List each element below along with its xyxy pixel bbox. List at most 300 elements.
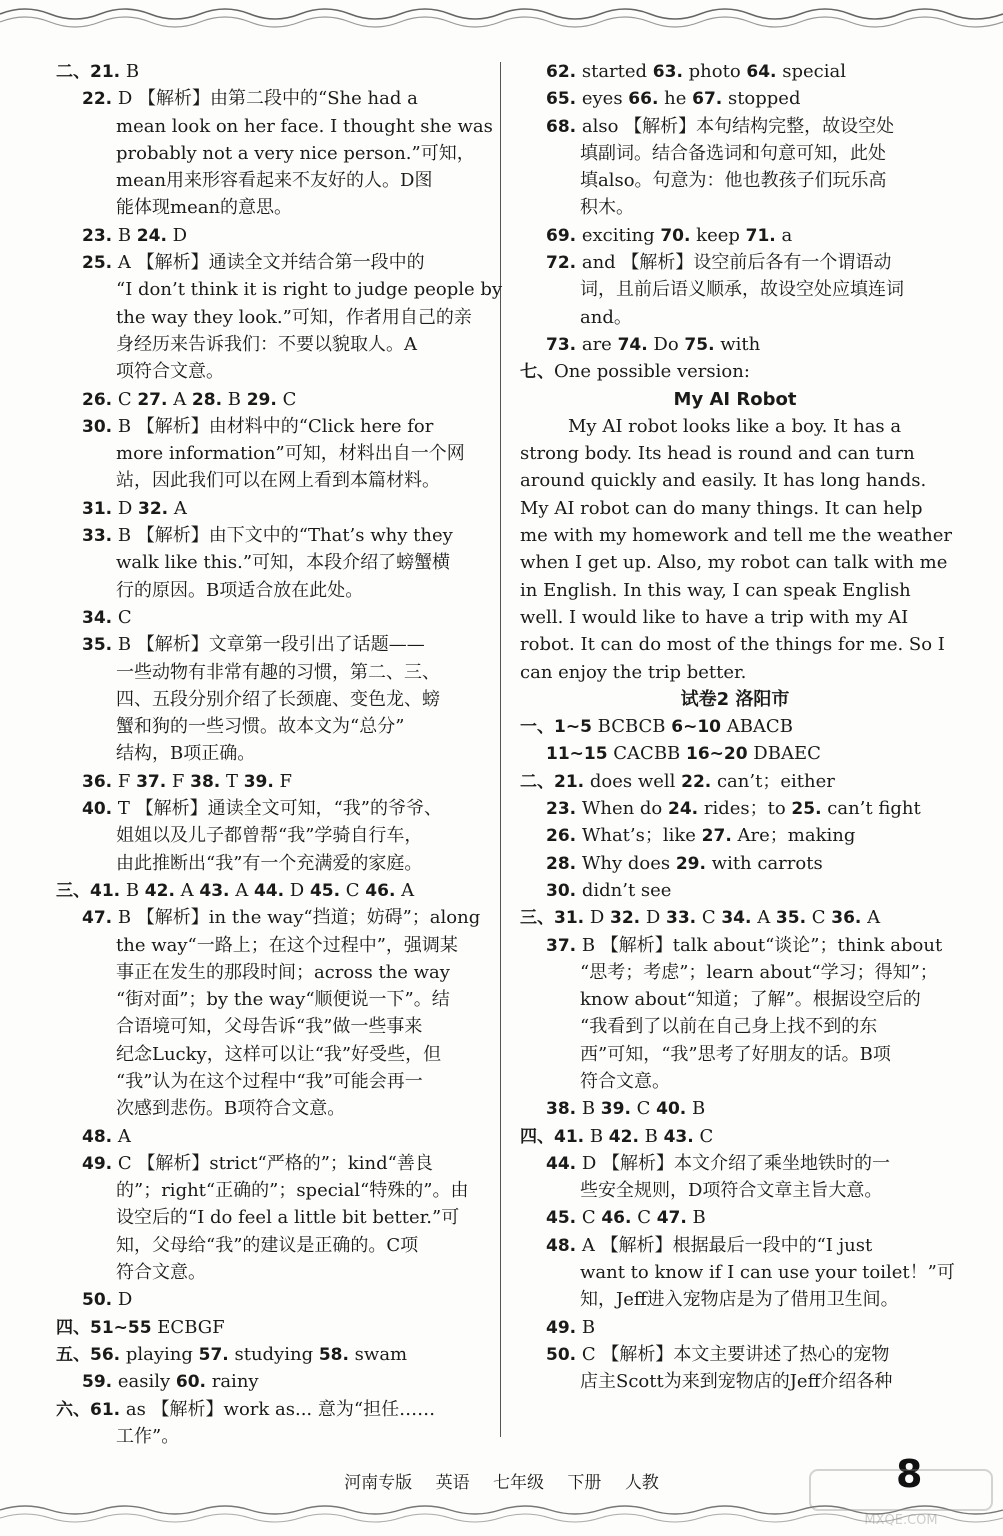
line-text: 行的原因。B项适合放在此处。	[116, 579, 364, 601]
question-number: 31.	[554, 908, 585, 929]
answer-text: D	[166, 224, 188, 246]
question-number: 39.	[243, 771, 274, 792]
answer-text: and 【解析】设空前后各有一个谓语动	[576, 252, 892, 274]
line-text: 积木。	[580, 197, 634, 219]
question-number: 24.	[668, 799, 699, 820]
line-text: 词，且前后语义顺承，故设空处应填连词	[580, 279, 904, 301]
line-text: 工作”。	[116, 1425, 180, 1447]
question-number: 26.	[546, 826, 577, 847]
line-text: well. I would like to have a trip with my AI	[520, 606, 909, 628]
question-number: 44.	[546, 1153, 577, 1174]
answer-line	[56, 1068, 478, 1095]
line-text: around quickly and easily. It has long hands.	[520, 470, 927, 492]
question-number: 58.	[318, 1344, 349, 1365]
answer-line	[520, 249, 950, 276]
answer-text: F	[166, 770, 191, 792]
answer-text: C	[696, 907, 722, 929]
question-number: 25.	[82, 253, 113, 274]
answer-text: C	[630, 1098, 657, 1120]
question-number: 16~20	[686, 744, 748, 765]
answer-line	[520, 1341, 950, 1368]
answer-line	[56, 904, 481, 931]
answer-line	[520, 904, 950, 931]
answer-text: a	[775, 224, 793, 246]
answer-text: ECBGF	[151, 1316, 225, 1338]
line-text: 符合文意。	[116, 1262, 206, 1284]
answer-line	[56, 1232, 478, 1259]
answer-text: can’t fight	[821, 798, 921, 820]
right-answer-column	[520, 58, 955, 1396]
answer-line	[520, 386, 950, 413]
question-number: 71.	[745, 225, 776, 246]
answer-text: swam	[348, 1343, 408, 1365]
answer-line	[520, 1068, 950, 1095]
line-text: 事正在发生的那段时间；across the way	[116, 961, 450, 983]
question-number: 37.	[136, 771, 167, 792]
answer-line	[520, 1314, 950, 1341]
answer-line	[520, 522, 950, 549]
answer-line	[56, 1095, 478, 1122]
question-number: 57.	[198, 1344, 229, 1365]
section-marker: 六、	[56, 1399, 90, 1420]
answer-text: A	[112, 1125, 131, 1147]
answer-text: B 【解析】in the way“挡道；妨碍”；along	[112, 907, 481, 929]
question-number: 68.	[546, 116, 577, 137]
answer-text: D	[584, 907, 610, 929]
answer-text: keep	[690, 224, 746, 246]
line-text: 合语境可知，父母告诉“我”做一些事来	[116, 1016, 423, 1038]
answer-line	[520, 140, 950, 167]
answer-line	[520, 331, 950, 358]
answer-line	[56, 276, 503, 303]
answer-text: with	[714, 333, 761, 355]
answer-text: D	[112, 497, 138, 519]
line-text: can enjoy the trip better.	[520, 661, 747, 683]
question-number: 21.	[90, 62, 121, 82]
answer-line	[56, 986, 478, 1013]
answer-line	[56, 358, 478, 385]
line-text: 一些动物有非常有趣的习惯，第二、三、	[116, 661, 440, 683]
line-text: My AI robot can do many things. It can help	[520, 497, 923, 519]
answer-line	[56, 822, 478, 849]
question-number: 40.	[656, 1099, 687, 1120]
answer-line	[56, 522, 478, 549]
question-number: 33.	[82, 526, 113, 547]
answer-line	[520, 932, 950, 959]
line-text: want to know if I can use your toilet！”可	[580, 1262, 955, 1284]
answer-line	[520, 276, 950, 303]
answer-text: A	[861, 907, 881, 929]
answer-line	[520, 1177, 950, 1204]
answer-text: ABACB	[720, 716, 793, 738]
line-text: “我看到了以前在自己身上找不到的东	[580, 1016, 878, 1038]
line-text: “思考；考虑”；learn about“学习；得知”；	[580, 961, 938, 983]
answer-line	[56, 850, 478, 877]
line-text: 试卷2 洛阳市	[680, 688, 790, 710]
answer-line	[56, 1341, 478, 1368]
question-number: 51~55	[90, 1317, 152, 1338]
answer-text: F	[273, 770, 293, 792]
question-number: 47.	[656, 1208, 687, 1229]
answer-line	[520, 795, 950, 822]
line-text: 纪念Lucky，这样可以让“我”好受些，但	[116, 1043, 442, 1065]
question-number: 27.	[137, 389, 168, 410]
question-number: 63.	[652, 62, 683, 82]
answer-text: B 【解析】由材料中的“Click here for	[112, 415, 434, 437]
question-number: 50.	[82, 1290, 113, 1311]
answer-text: B	[576, 1316, 596, 1338]
left-answer-column	[56, 58, 503, 1450]
line-text: when I get up. Also, my robot can talk with me	[520, 552, 948, 574]
question-number: 25.	[791, 799, 822, 820]
line-text: 次感到悲伤。B项符合文意。	[116, 1098, 346, 1120]
line-text: “我”认为在这个过程中“我”可能会再一	[116, 1070, 423, 1092]
line-text: 身经历来告诉我们：不要以貌取人。A	[116, 333, 417, 355]
answer-line	[520, 1259, 955, 1286]
question-number: 21.	[554, 771, 585, 792]
section-marker: 一、	[520, 717, 554, 738]
answer-line	[56, 1013, 478, 1040]
answer-line	[520, 358, 950, 385]
answer-text: C	[806, 907, 832, 929]
answer-text: studying	[228, 1343, 319, 1365]
answer-line	[520, 440, 950, 467]
line-text: 蟹和狗的一些习惯。故本文为“总分”	[116, 716, 405, 738]
answer-text: One possible version:	[554, 361, 750, 383]
question-number: 30.	[82, 416, 113, 437]
answer-line	[56, 413, 478, 440]
line-text: 结构，B项正确。	[116, 743, 256, 765]
question-number: 29.	[246, 389, 277, 410]
question-number: 49.	[546, 1317, 577, 1338]
answer-line	[56, 795, 478, 822]
question-number: 67.	[692, 89, 723, 110]
answer-line	[520, 1041, 950, 1068]
section-marker: 四、	[56, 1317, 90, 1338]
answer-line	[56, 304, 478, 331]
answer-line	[56, 713, 478, 740]
answer-line	[520, 1095, 950, 1122]
line-text: 能体现mean的意思。	[116, 197, 293, 219]
line-text: 设空后的“I do feel a little bit better.”可	[116, 1207, 460, 1229]
question-number: 26.	[82, 389, 113, 410]
answer-text: easily	[112, 1371, 176, 1393]
line-text: 项符合文意。	[116, 361, 224, 383]
answer-text: A	[229, 879, 254, 901]
answer-text: A 【解析】通读全文并结合第一段中的	[112, 252, 425, 274]
answer-text: stopped	[722, 88, 801, 110]
answer-text: A	[168, 497, 187, 519]
answer-line	[56, 604, 478, 631]
answer-line	[56, 194, 478, 221]
answer-text: C	[576, 1207, 602, 1229]
watermark-logo	[806, 1466, 996, 1528]
answer-line	[56, 932, 478, 959]
answer-line	[56, 1041, 478, 1068]
answer-line	[56, 1368, 478, 1395]
question-number: 39.	[600, 1099, 631, 1120]
question-number: 35.	[82, 635, 113, 656]
answer-line	[520, 1013, 950, 1040]
answer-line	[56, 549, 478, 576]
answer-line	[56, 1314, 478, 1341]
answer-line	[56, 1150, 478, 1177]
answer-text: eyes	[576, 88, 629, 110]
answer-line	[56, 1123, 478, 1150]
question-number: 37.	[546, 935, 577, 956]
answer-line	[520, 986, 950, 1013]
answer-text: B	[222, 388, 247, 410]
answer-text: B	[686, 1207, 706, 1229]
answer-text: B 【解析】文章第一段引出了话题——	[112, 634, 425, 656]
question-number: 48.	[82, 1126, 113, 1147]
column-divider	[500, 62, 501, 1437]
answer-line	[56, 1423, 478, 1450]
question-number: 70.	[660, 225, 691, 246]
line-text: in English. In this way, I can speak English	[520, 579, 911, 601]
answer-line	[520, 713, 950, 740]
answer-line	[56, 113, 493, 140]
question-number: 59.	[82, 1372, 113, 1393]
answer-line	[56, 85, 478, 112]
question-number: 74.	[617, 334, 648, 355]
answer-text: C 【解析】本文主要讲述了热心的宠物	[576, 1343, 890, 1365]
answer-text: also 【解析】本句结构完整，故设空处	[576, 115, 895, 137]
answer-line	[520, 58, 950, 85]
answer-text: as 【解析】work as... 意为“担任……	[120, 1398, 436, 1420]
answer-text: C	[340, 879, 366, 901]
answer-line	[520, 1368, 950, 1395]
top-border-decoration	[0, 0, 1003, 34]
answer-line	[520, 304, 950, 331]
answer-text: can’t；either	[711, 770, 835, 792]
answer-line	[56, 167, 478, 194]
question-number: 33.	[666, 908, 697, 929]
answer-text: started	[576, 61, 653, 82]
answer-text: playing	[120, 1343, 199, 1365]
line-text: mean用来形容看起来不友好的人。D图	[116, 170, 433, 192]
line-text: 填副词。结合备选词和句意可知，此处	[580, 142, 886, 164]
answer-line	[520, 1123, 950, 1150]
answer-line	[56, 140, 478, 167]
answer-text: didn’t see	[576, 879, 672, 901]
question-number: 24.	[136, 225, 167, 246]
answer-text: Do	[647, 333, 685, 355]
watermark-text: MXQE.COM	[864, 1513, 938, 1528]
answer-text: A	[167, 388, 192, 410]
answer-text: BCBCB	[591, 716, 672, 738]
question-number: 22.	[681, 771, 712, 792]
line-text: know about“知道；了解”。根据设空后的	[580, 989, 921, 1011]
question-number: 43.	[663, 1126, 694, 1147]
answer-text: exciting	[576, 224, 661, 246]
answer-text: with carrots	[705, 852, 823, 874]
line-text: 的”；right“正确的”；special“特殊的”。由	[116, 1180, 469, 1202]
line-text: 填also。句意为：他也教孩子们玩乐高	[580, 170, 887, 192]
line-text: the way they look.”可知，作者用自己的亲	[116, 306, 472, 328]
line-text: My AI Robot	[673, 388, 797, 410]
answer-line	[56, 768, 478, 795]
answer-line	[56, 331, 478, 358]
question-number: 23.	[82, 225, 113, 246]
answer-line	[56, 959, 478, 986]
answer-text: C	[112, 388, 138, 410]
answer-line	[520, 1150, 950, 1177]
answer-line	[520, 659, 950, 686]
answer-text: B	[120, 61, 140, 82]
answer-line	[56, 1177, 478, 1204]
question-number: 45.	[546, 1208, 577, 1229]
question-number: 30.	[546, 880, 577, 901]
footer-subject: 英语	[435, 1473, 470, 1493]
answer-text: are	[576, 333, 618, 355]
question-number: 72.	[546, 253, 577, 274]
line-text: strong body. Its head is round and can turn	[520, 443, 915, 465]
answer-line	[56, 877, 478, 904]
question-number: 29.	[675, 853, 706, 874]
answer-text: CACBB	[607, 743, 687, 765]
section-marker: 四、	[520, 1126, 554, 1147]
answer-line	[520, 631, 950, 658]
answer-text: DBAEC	[747, 743, 821, 765]
question-number: 42.	[144, 880, 175, 901]
answer-line	[56, 249, 478, 276]
answer-text: F	[112, 770, 137, 792]
answer-text: A	[174, 879, 200, 901]
line-text: probably not a very nice person.”可知，	[116, 142, 475, 164]
question-number: 47.	[82, 908, 113, 929]
answer-line	[56, 386, 478, 413]
footer-publisher: 人教	[624, 1473, 659, 1493]
answer-line	[520, 549, 950, 576]
section-marker: 七、	[520, 362, 554, 383]
answer-line	[56, 740, 478, 767]
question-number: 48.	[546, 1235, 577, 1256]
line-text: 知，父母给“我”的建议是正确的。C项	[116, 1234, 419, 1256]
answer-line	[56, 659, 478, 686]
line-text: “街对面”；by the way“顺便说一下”。结	[116, 989, 450, 1011]
answer-line	[520, 85, 950, 112]
page-number: 8	[896, 1452, 923, 1496]
answer-text: A 【解析】根据最后一段中的“I just	[576, 1234, 873, 1256]
answer-line	[520, 1204, 950, 1231]
answer-text: D 【解析】由第二段中的“She had a	[112, 88, 418, 110]
question-number: 44.	[253, 880, 285, 901]
answer-line	[520, 222, 950, 249]
answer-text: D	[112, 1289, 133, 1311]
section-marker: 三、	[56, 880, 90, 901]
answer-text: D	[284, 879, 310, 901]
question-number: 46.	[365, 880, 396, 901]
answer-text: C	[693, 1125, 714, 1147]
answer-line	[520, 167, 950, 194]
answer-line	[56, 467, 478, 494]
question-number: 40.	[82, 799, 113, 820]
question-number: 60.	[175, 1372, 206, 1393]
question-number: 42.	[608, 1126, 639, 1147]
answer-line	[56, 1286, 478, 1313]
question-number: 38.	[190, 771, 221, 792]
question-number: 27.	[701, 826, 732, 847]
question-number: 28.	[191, 389, 223, 410]
section-marker: 二、	[520, 771, 554, 792]
line-text: 四、五段分别介绍了长颈鹿、变色龙、螃	[116, 688, 440, 710]
section-marker: 三、	[520, 908, 554, 929]
answer-line	[520, 495, 950, 522]
question-number: 32.	[610, 908, 641, 929]
line-text: robot. It can do most of the things for me. So I	[520, 634, 945, 656]
answer-text: T 【解析】通读全文可知，“我”的爷爷、	[112, 798, 442, 820]
answer-text: special	[776, 61, 846, 82]
answer-text: D 【解析】本文介绍了乘坐地铁时的一	[576, 1152, 890, 1174]
answer-text: What’s；like	[576, 825, 702, 847]
line-text: 西”可知，“我”思考了好朋友的话。B项	[580, 1043, 891, 1065]
question-number: 41.	[90, 880, 121, 901]
line-text: 些安全规则，D项符合文章主旨大意。	[580, 1180, 883, 1202]
line-text: 知，Jeff进入宠物店是为了借用卫生间。	[580, 1289, 899, 1311]
answer-text: A	[751, 907, 776, 929]
answer-line	[520, 1286, 950, 1313]
answer-line	[56, 631, 478, 658]
answer-line	[56, 1204, 478, 1231]
question-number: 34.	[721, 908, 752, 929]
question-number: 32.	[138, 498, 169, 519]
answer-text: When do	[576, 798, 668, 820]
answer-line	[520, 740, 950, 767]
line-text: mean look on her face. I thought she was	[116, 115, 493, 137]
answer-text: B	[112, 224, 137, 246]
question-number: 36.	[82, 771, 113, 792]
answer-text: Are；making	[731, 825, 856, 847]
question-number: 62.	[546, 62, 577, 82]
line-text: 姐姐以及儿子都曾帮“我”学骑自行车，	[116, 825, 423, 847]
answer-line	[56, 1259, 478, 1286]
answer-line	[56, 686, 478, 713]
question-number: 66.	[628, 89, 659, 110]
question-number: 28.	[546, 853, 577, 874]
footer-grade: 七年级	[493, 1473, 544, 1493]
question-number: 61.	[90, 1399, 121, 1420]
line-text: the way“一路上；在这个过程中”，强调某	[116, 934, 458, 956]
question-number: 41.	[554, 1126, 585, 1147]
question-number: 46.	[601, 1208, 632, 1229]
question-number: 45.	[309, 880, 341, 901]
question-number: 1~5	[554, 717, 592, 738]
question-number: 65.	[546, 89, 577, 110]
question-number: 49.	[82, 1153, 113, 1174]
answer-line	[56, 577, 478, 604]
footer-volume: 下册	[567, 1473, 602, 1493]
answer-line	[520, 822, 950, 849]
section-marker: 二、	[56, 62, 90, 82]
answer-line	[520, 194, 950, 221]
answer-text: B 【解析】talk about“谈论”；think about	[576, 934, 943, 956]
answer-line	[520, 850, 950, 877]
question-number: 75.	[684, 334, 715, 355]
answer-line	[520, 686, 950, 713]
question-number: 6~10	[671, 717, 721, 738]
answer-text: A	[395, 879, 415, 901]
line-text: 由此推断出“我”有一个充满爱的家庭。	[116, 852, 423, 874]
line-text: more information”可知，材料出自一个网	[116, 443, 465, 465]
question-number: 73.	[546, 334, 577, 355]
answer-text: rides；to	[698, 798, 792, 820]
answer-line	[520, 413, 950, 440]
line-text: “I don’t think it is right to judge people by	[116, 279, 503, 301]
answer-text: D	[640, 907, 666, 929]
answer-text: does well	[584, 770, 682, 792]
line-text: walk like this.”可知，本段介绍了螃蟹横	[116, 552, 451, 574]
